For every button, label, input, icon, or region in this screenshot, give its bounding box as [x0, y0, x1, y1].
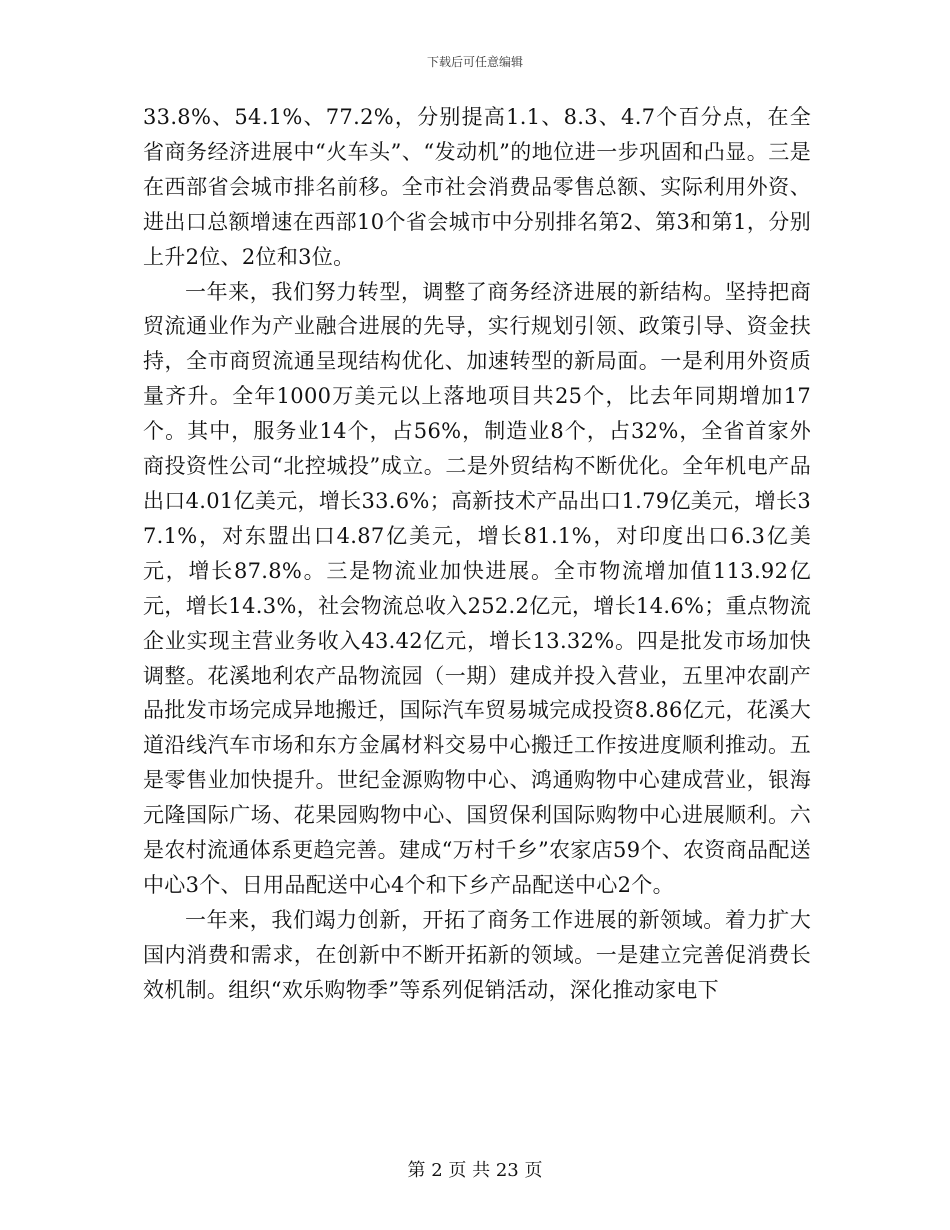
page-number-footer: 第 2 页 共 23 页 [407, 1160, 543, 1181]
paragraph-2: 一年来，我们努力转型，调整了商务经济进展的新结构。坚持把商贸流通业作为产业融合进展的先导，实行规划引领、政策引导、资金扶持，全市商贸流通呈现结构优化、加速转型的新局面。一是利用外资质量齐升。全年1000万美元以上落地项目共25个，比去年同期增加17个。其中，服务业14个，占56%，制造业8个，占32%，全省首家外商投资性公司“北控城投”成立。二是外贸结构不断优化。全年机电产品出口4.01亿美元，增长33.6%；高新技术产品出口1.79亿美元，增长37.1%，对东盟出口4.87亿美元，增长81.1%，对印度出口6.3亿美元，增长87.8%。三是物流业加快进展。全市物流增加值113.92亿元，增长14.3%，社会物流总收入252.2亿元，增长14.6%；重点物流企业实现主营业务收入43.42亿元，增长13.32%。四是批发市场加快调整。花溪地利农产品物流园（一期）建成并投入营业，五里冲农副产品批发市场完成异地搬迁，国际汽车贸易城完成投资8.86亿元，花溪大道沿线汽车市场和东方金属材料交易中心搬迁工作按进度顺利推动。五是零售业加快提升。世纪金源购物中心、鸿通购物中心建成营业，银海元隆国际广场、花果园购物中心、国贸保利国际购物中心进展顺利。六是农村流通体系更趋完善。建成“万村千乡”农家店59个、农资商品配送中心3个、日用品配送中心4个和下乡产品配送中心2个。 [143, 279, 811, 897]
page-header: 下载后可任意编辑 [426, 55, 523, 69]
document-body [143, 100, 811, 1008]
paragraph-1: 33.8%、54.1%、77.2%，分别提高1.1、8.3、4.7个百分点，在全省商务经济进展中“火车头”、“发动机”的地位进一步巩固和凸显。三是在西部省会城市排名前移。全市社会消费品零售总额、实际利用外资、进出口总额增速在西部10个省会城市中分别排名第2、第3和第1，分别上升2位、2位和3位。 [143, 105, 811, 269]
paragraph-3: 一年来，我们竭力创新，开拓了商务工作进展的新领域。着力扩大国内消费和需求，在创新中不断开拓新的领域。一是建立完善促消费长效机制。组织“欢乐购物季”等系列促销活动，深化推动家电下 [143, 907, 811, 1002]
